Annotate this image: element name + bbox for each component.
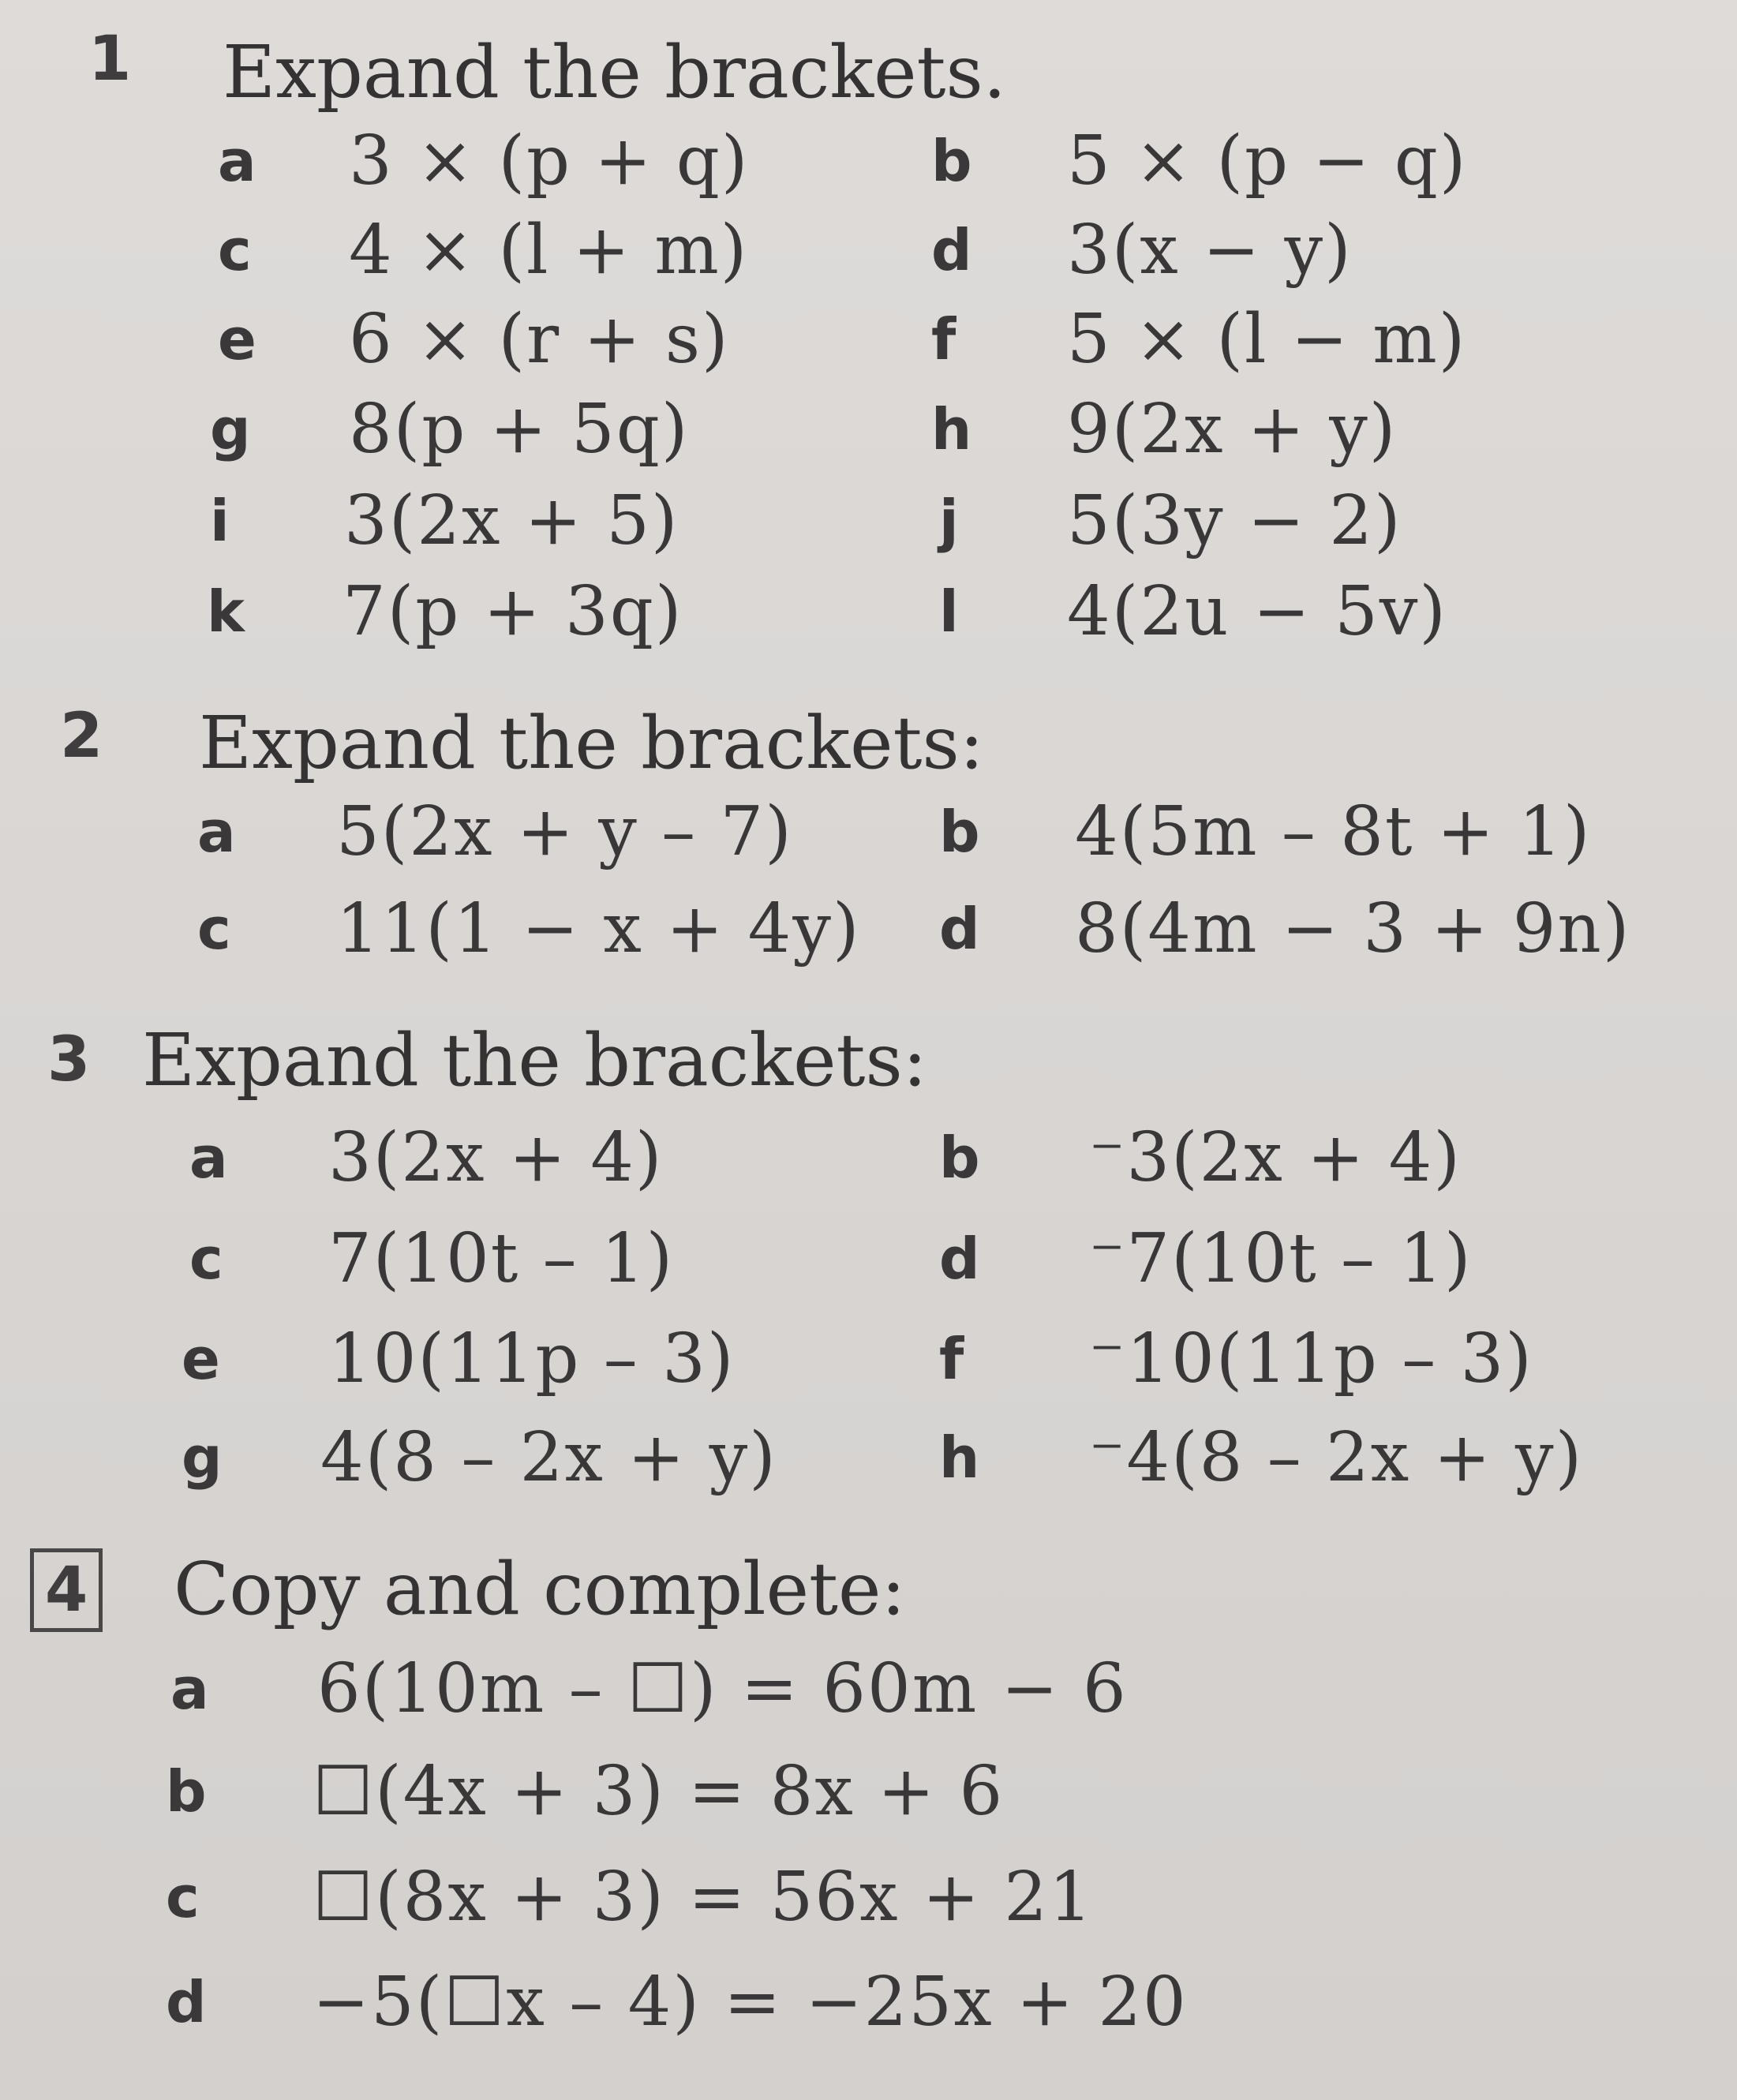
item-label: a <box>197 799 236 865</box>
item-expression: ☐(8x + 3) = 56x + 21 <box>313 1858 1094 1937</box>
item-expression: 5 × (l − m) <box>1067 300 1467 379</box>
item-label: d <box>166 1969 207 2035</box>
item-label: a <box>189 1125 228 1191</box>
item-expression: ☐(4x + 3) = 8x + 6 <box>313 1752 1005 1831</box>
item-label: b <box>939 799 980 865</box>
item-expression: 6(10m – ☐) = 60m − 6 <box>317 1649 1128 1728</box>
item-label: c <box>166 1864 200 1930</box>
item-label: c <box>197 896 231 962</box>
item-label: b <box>166 1758 207 1825</box>
question-title: Copy and complete: <box>174 1547 906 1631</box>
question-title: Expand the brackets: <box>142 1018 927 1102</box>
item-expression: 9(2x + y) <box>1067 390 1398 469</box>
item-label: k <box>207 578 245 645</box>
item-label: c <box>189 1226 223 1292</box>
item-label: l <box>939 578 959 645</box>
item-expression: 8(4m − 3 + 9n) <box>1075 889 1631 968</box>
item-label: h <box>939 1424 980 1491</box>
item-expression: 3(x − y) <box>1067 211 1353 290</box>
item-expression: 3(2x + 4) <box>328 1118 664 1197</box>
item-label: g <box>182 1424 223 1491</box>
item-expression: 10(11p – 3) <box>328 1320 736 1398</box>
item-label: d <box>939 896 980 962</box>
item-expression: 5(2x + y – 7) <box>336 792 793 871</box>
item-label: d <box>931 217 972 283</box>
item-expression: 4(2u − 5v) <box>1067 572 1447 651</box>
item-expression: 4 × (l + m) <box>349 211 749 290</box>
item-label: b <box>931 128 972 194</box>
item-label: h <box>931 396 972 462</box>
item-expression: 7(10t – 1) <box>328 1219 675 1298</box>
item-expression: ⁻3(2x + 4) <box>1089 1118 1462 1197</box>
question-number: 2 <box>60 701 103 772</box>
item-label: b <box>939 1125 980 1191</box>
item-label: i <box>210 488 230 554</box>
item-label: g <box>210 396 251 462</box>
question-title: Expand the brackets. <box>223 30 1006 114</box>
question-title: Expand the brackets: <box>199 701 984 785</box>
question-number: 3 <box>47 1024 91 1095</box>
item-expression: 7(p + 3q) <box>343 572 683 651</box>
item-expression: ⁻10(11p – 3) <box>1089 1320 1533 1398</box>
item-expression: −5(☐x – 4) = −25x + 20 <box>313 1963 1188 2042</box>
item-expression: ⁻4(8 – 2x + y) <box>1089 1418 1584 1497</box>
item-label: f <box>931 306 956 372</box>
item-label: j <box>939 488 959 554</box>
item-label: a <box>170 1656 209 1722</box>
item-label: d <box>939 1226 980 1292</box>
item-label: f <box>939 1326 964 1392</box>
question-number: 4 <box>30 1548 103 1632</box>
question-number: 1 <box>88 24 132 95</box>
item-label: e <box>218 306 256 372</box>
item-expression: 6 × (r + s) <box>349 300 730 379</box>
item-expression: 11(1 − x + 4y) <box>336 889 861 968</box>
item-expression: 8(p + 5q) <box>349 390 690 469</box>
item-expression: 4(8 – 2x + y) <box>320 1418 777 1497</box>
item-label: a <box>218 128 256 194</box>
item-expression: 4(5m – 8t + 1) <box>1075 792 1592 871</box>
item-expression: ⁻7(10t – 1) <box>1089 1219 1473 1298</box>
item-label: e <box>182 1326 220 1392</box>
item-expression: 3 × (p + q) <box>349 122 750 200</box>
item-expression: 3(2x + 5) <box>344 481 679 560</box>
item-expression: 5(3y − 2) <box>1067 481 1402 560</box>
item-label: c <box>218 217 252 283</box>
item-expression: 5 × (p − q) <box>1067 122 1468 200</box>
